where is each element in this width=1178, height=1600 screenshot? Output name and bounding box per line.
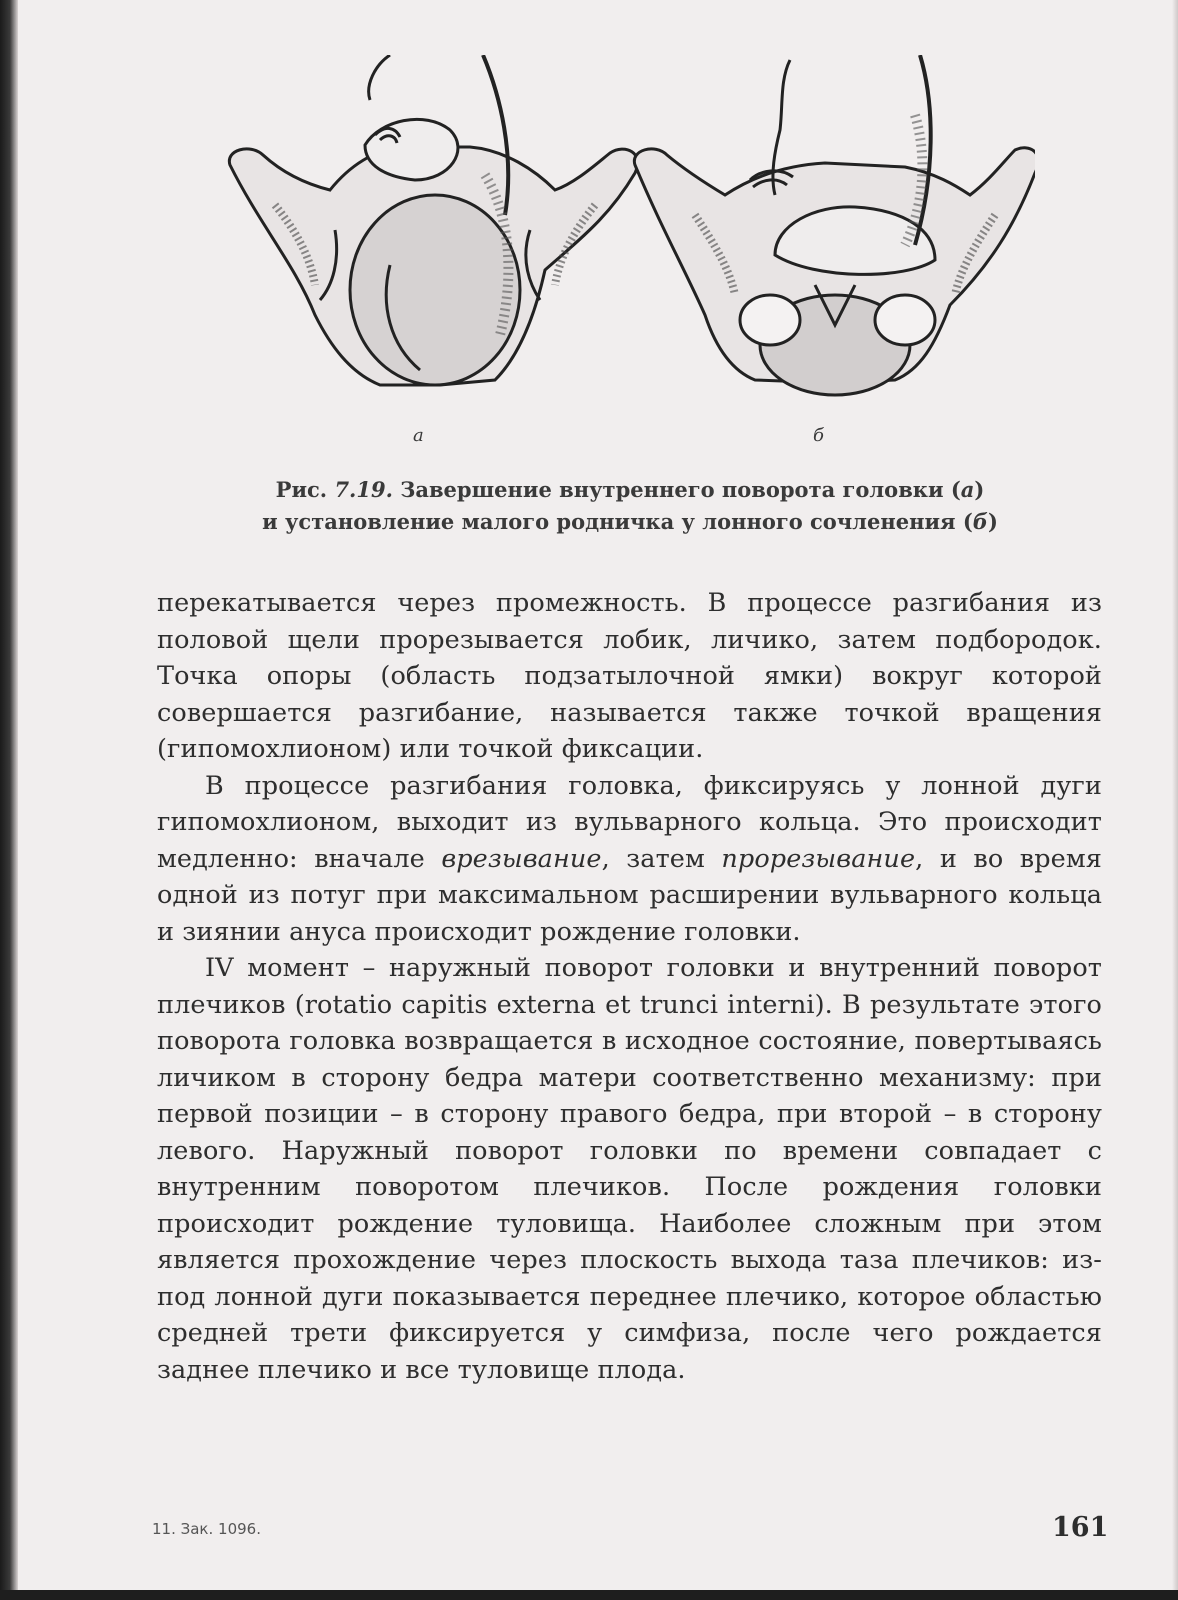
paragraph-2-start: В процессе разгибания головка, фиксируясь у лонной дуги гипомохлионом, выходит из вульварного кольца. Это происходит медленно: вначале [157, 770, 1102, 874]
pelvis-drawing-a [229, 55, 637, 385]
caption-line2-end: ) [987, 509, 998, 534]
term-prorezyvanie: прорезывание [721, 843, 916, 874]
caption-line2: и установление малого родничка у лонного сочленения ( [262, 509, 973, 534]
book-binding-shadow [0, 0, 18, 1600]
paragraph-2-end: , и во время одной из потуг при максимальном расширении вульварного кольца и зиянии ануса происходит рождение головки. [157, 843, 1102, 947]
page-number: 161 [1052, 1512, 1109, 1543]
term-vrezyvanie: врезывание [441, 843, 602, 874]
figure-7-19 [215, 55, 1035, 455]
paragraph-1: перекатывается через промежность. В процессе разгибания из половой щели прорезывается лобик, личико, затем подбородок. Точка опоры (область подзатылочной ямки) вокруг которой совершается разгибание, называется также точкой вращения (гипомохлионом) или точкой фиксации. [157, 588, 1102, 764]
paragraph-2-mid: , затем [601, 843, 722, 874]
figure-caption [160, 474, 1100, 538]
caption-line1: Завершение внутреннего поворота головки ( [392, 477, 961, 502]
print-order-note: 11. Зак. 1096. [152, 1520, 261, 1538]
caption-line1-end: ) [974, 477, 985, 502]
figure-label-a: а [413, 425, 424, 446]
body-text [157, 585, 1102, 1388]
caption-letter-b: б [972, 509, 988, 534]
pelvis-drawing-b [634, 55, 1035, 395]
paragraph-2 [157, 768, 1102, 951]
page-edge-bottom [0, 1590, 1178, 1600]
caption-letter-a: а [960, 477, 975, 502]
figure-label-b: б [813, 425, 824, 446]
paragraph-3: IV момент – наружный поворот головки и внутренний поворот плечиков (rotatio capitis externa et trunci interni). В результате этого поворота головка возвращается в исходное состояние, повертываясь личиком в сторону бедра матери соответственно механизму: при первой позиции – в сторону правого бедра, при второй – в сторону левого. Наружный поворот головки по времени совпадает с внутренним поворотом плечиков. После рождения головки происходит рождение туловища. Наиболее сложным при этом является прохождение через плоскость выхода таза плечиков: из-под лонной дуги показывается переднее плечико, которое областью средней трети фиксируется у симфиза, после чего рождается заднее плечико и все туловище плода. [157, 953, 1102, 1385]
caption-number: 7.19. [334, 477, 393, 502]
pelvis-illustration [215, 55, 1035, 455]
page-edge-right [1172, 0, 1178, 1600]
caption-prefix: Рис. [275, 477, 335, 502]
